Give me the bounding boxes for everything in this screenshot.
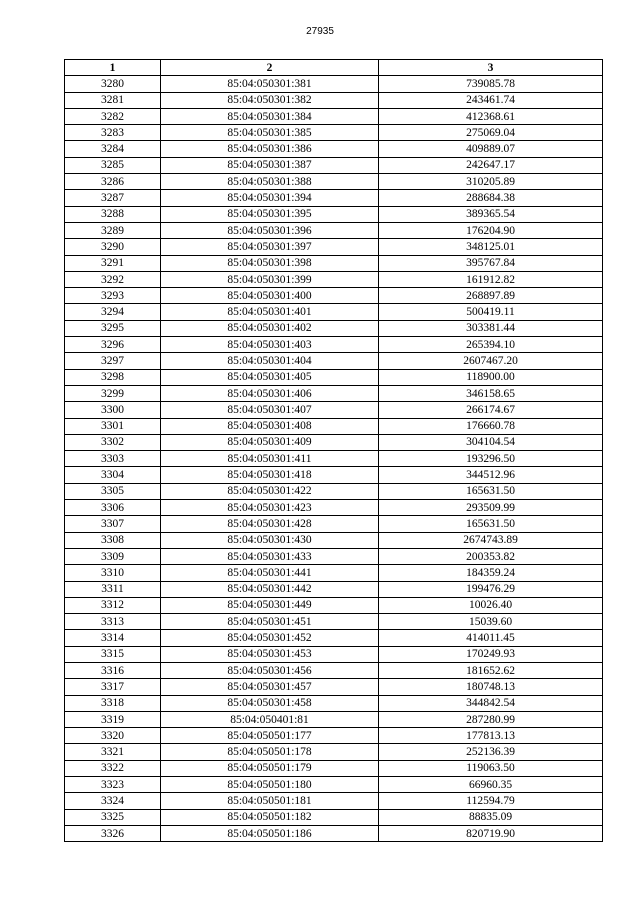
table-row (65, 157, 603, 173)
row-number-cell: 3309 (65, 548, 161, 564)
value-cell: 344512.96 (379, 467, 603, 483)
row-number-cell: 3303 (65, 451, 161, 467)
row-number-cell: 3281 (65, 92, 161, 108)
row-number-cell: 3321 (65, 744, 161, 760)
row-number-cell: 3288 (65, 206, 161, 222)
cadastral-number-cell: 85:04:050301:453 (161, 646, 379, 662)
row-number-cell: 3289 (65, 222, 161, 238)
row-number-cell: 3287 (65, 190, 161, 206)
value-cell: 15039.60 (379, 614, 603, 630)
table-row (65, 434, 603, 450)
cadastral-number-cell: 85:04:050301:428 (161, 516, 379, 532)
table-row (65, 288, 603, 304)
cadastral-number-cell: 85:04:050501:181 (161, 793, 379, 809)
value-cell: 66960.35 (379, 777, 603, 793)
row-number-cell: 3324 (65, 793, 161, 809)
value-cell: 184359.24 (379, 565, 603, 581)
table-header-row (65, 60, 603, 76)
value-cell: 2674743.89 (379, 532, 603, 548)
row-number-cell: 3296 (65, 337, 161, 353)
cadastral-number-cell: 85:04:050301:400 (161, 288, 379, 304)
row-number-cell: 3298 (65, 369, 161, 385)
table-row (65, 483, 603, 499)
value-cell: 243461.74 (379, 92, 603, 108)
cadastral-number-cell: 85:04:050301:405 (161, 369, 379, 385)
row-number-cell: 3315 (65, 646, 161, 662)
cadastral-number-cell: 85:04:050301:399 (161, 271, 379, 287)
row-number-cell: 3299 (65, 385, 161, 401)
table-row (65, 581, 603, 597)
value-cell: 389365.54 (379, 206, 603, 222)
row-number-cell: 3305 (65, 483, 161, 499)
cadastral-number-cell: 85:04:050301:384 (161, 108, 379, 124)
cadastral-number-cell: 85:04:050301:395 (161, 206, 379, 222)
cadastral-number-cell: 85:04:050301:388 (161, 174, 379, 190)
row-number-cell: 3323 (65, 777, 161, 793)
cadastral-number-cell: 85:04:050301:394 (161, 190, 379, 206)
row-number-cell: 3308 (65, 532, 161, 548)
value-cell: 346158.65 (379, 385, 603, 401)
table-row (65, 695, 603, 711)
table-row (65, 679, 603, 695)
value-cell: 170249.93 (379, 646, 603, 662)
table-row (65, 190, 603, 206)
value-cell: 293509.99 (379, 500, 603, 516)
value-cell: 287280.99 (379, 711, 603, 727)
table-row (65, 614, 603, 630)
table-row (65, 222, 603, 238)
value-cell: 112594.79 (379, 793, 603, 809)
row-number-cell: 3310 (65, 565, 161, 581)
row-number-cell: 3319 (65, 711, 161, 727)
cadastral-number-cell: 85:04:050301:385 (161, 125, 379, 141)
cadastral-number-cell: 85:04:050301:407 (161, 402, 379, 418)
table-row (65, 76, 603, 92)
value-cell: 88835.09 (379, 809, 603, 825)
value-cell: 409889.07 (379, 141, 603, 157)
table-body (65, 76, 603, 842)
cadastral-number-cell: 85:04:050301:402 (161, 320, 379, 336)
cadastral-number-cell: 85:04:050301:452 (161, 630, 379, 646)
table-row (65, 304, 603, 320)
page-number: 27935 (306, 26, 334, 37)
table-row (65, 206, 603, 222)
row-number-cell: 3297 (65, 353, 161, 369)
value-cell: 176204.90 (379, 222, 603, 238)
cadastral-number-cell: 85:04:050401:81 (161, 711, 379, 727)
cadastral-number-cell: 85:04:050301:418 (161, 467, 379, 483)
value-cell: 266174.67 (379, 402, 603, 418)
value-cell: 200353.82 (379, 548, 603, 564)
table-row (65, 451, 603, 467)
value-cell: 181652.62 (379, 662, 603, 678)
cadastral-number-cell: 85:04:050301:386 (161, 141, 379, 157)
value-cell: 193296.50 (379, 451, 603, 467)
table-row (65, 565, 603, 581)
row-number-cell: 3316 (65, 662, 161, 678)
row-number-cell: 3300 (65, 402, 161, 418)
table-row (65, 809, 603, 825)
row-number-cell: 3292 (65, 271, 161, 287)
table-row (65, 402, 603, 418)
value-cell: 268897.89 (379, 288, 603, 304)
table-row (65, 744, 603, 760)
value-cell: 412368.61 (379, 108, 603, 124)
table-row (65, 777, 603, 793)
row-number-cell: 3311 (65, 581, 161, 597)
value-cell: 304104.54 (379, 434, 603, 450)
cadastral-number-cell: 85:04:050301:422 (161, 483, 379, 499)
row-number-cell: 3317 (65, 679, 161, 695)
table-row (65, 255, 603, 271)
cadastral-number-cell: 85:04:050301:398 (161, 255, 379, 271)
value-cell: 275069.04 (379, 125, 603, 141)
row-number-cell: 3322 (65, 760, 161, 776)
cadastral-number-cell: 85:04:050301:401 (161, 304, 379, 320)
value-cell: 119063.50 (379, 760, 603, 776)
table-row (65, 516, 603, 532)
table-row (65, 662, 603, 678)
data-table (64, 59, 603, 842)
cadastral-number-cell: 85:04:050501:186 (161, 825, 379, 841)
value-cell: 500419.11 (379, 304, 603, 320)
table-row (65, 174, 603, 190)
table-row (65, 793, 603, 809)
column-header-1: 1 (65, 60, 161, 76)
row-number-cell: 3280 (65, 76, 161, 92)
table-row (65, 467, 603, 483)
value-cell: 161912.82 (379, 271, 603, 287)
row-number-cell: 3293 (65, 288, 161, 304)
table-row (65, 337, 603, 353)
row-number-cell: 3320 (65, 728, 161, 744)
row-number-cell: 3312 (65, 597, 161, 613)
row-number-cell: 3285 (65, 157, 161, 173)
table-row (65, 418, 603, 434)
row-number-cell: 3325 (65, 809, 161, 825)
row-number-cell: 3294 (65, 304, 161, 320)
value-cell: 199476.29 (379, 581, 603, 597)
cadastral-number-cell: 85:04:050301:430 (161, 532, 379, 548)
row-number-cell: 3284 (65, 141, 161, 157)
table-row (65, 92, 603, 108)
cadastral-number-cell: 85:04:050501:177 (161, 728, 379, 744)
value-cell: 820719.90 (379, 825, 603, 841)
value-cell: 165631.50 (379, 483, 603, 499)
cadastral-number-cell: 85:04:050301:457 (161, 679, 379, 695)
value-cell: 310205.89 (379, 174, 603, 190)
cadastral-number-cell: 85:04:050301:403 (161, 337, 379, 353)
cadastral-number-cell: 85:04:050301:451 (161, 614, 379, 630)
table-row (65, 141, 603, 157)
table-row (65, 239, 603, 255)
value-cell: 118900.00 (379, 369, 603, 385)
table-row (65, 108, 603, 124)
cadastral-number-cell: 85:04:050501:180 (161, 777, 379, 793)
row-number-cell: 3304 (65, 467, 161, 483)
table-row (65, 500, 603, 516)
cadastral-number-cell: 85:04:050301:423 (161, 500, 379, 516)
row-number-cell: 3318 (65, 695, 161, 711)
value-cell: 10026.40 (379, 597, 603, 613)
value-cell: 288684.38 (379, 190, 603, 206)
cadastral-number-cell: 85:04:050301:449 (161, 597, 379, 613)
value-cell: 265394.10 (379, 337, 603, 353)
cadastral-number-cell: 85:04:050301:382 (161, 92, 379, 108)
value-cell: 739085.78 (379, 76, 603, 92)
cadastral-number-cell: 85:04:050301:397 (161, 239, 379, 255)
table-row (65, 125, 603, 141)
row-number-cell: 3307 (65, 516, 161, 532)
value-cell: 348125.01 (379, 239, 603, 255)
row-number-cell: 3282 (65, 108, 161, 124)
cadastral-number-cell: 85:04:050501:179 (161, 760, 379, 776)
value-cell: 176660.78 (379, 418, 603, 434)
row-number-cell: 3295 (65, 320, 161, 336)
row-number-cell: 3291 (65, 255, 161, 271)
value-cell: 180748.13 (379, 679, 603, 695)
row-number-cell: 3313 (65, 614, 161, 630)
value-cell: 252136.39 (379, 744, 603, 760)
table-row (65, 385, 603, 401)
table-row (65, 760, 603, 776)
cadastral-number-cell: 85:04:050501:182 (161, 809, 379, 825)
value-cell: 303381.44 (379, 320, 603, 336)
table-row (65, 320, 603, 336)
row-number-cell: 3302 (65, 434, 161, 450)
cadastral-number-cell: 85:04:050301:456 (161, 662, 379, 678)
row-number-cell: 3286 (65, 174, 161, 190)
cadastral-number-cell: 85:04:050301:441 (161, 565, 379, 581)
cadastral-number-cell: 85:04:050301:396 (161, 222, 379, 238)
value-cell: 395767.84 (379, 255, 603, 271)
value-cell: 414011.45 (379, 630, 603, 646)
table-row (65, 646, 603, 662)
row-number-cell: 3314 (65, 630, 161, 646)
table-row (65, 728, 603, 744)
cadastral-number-cell: 85:04:050501:178 (161, 744, 379, 760)
value-cell: 242647.17 (379, 157, 603, 173)
table-row (65, 353, 603, 369)
column-header-3: 3 (379, 60, 603, 76)
table-row (65, 548, 603, 564)
table-row (65, 711, 603, 727)
cadastral-number-cell: 85:04:050301:387 (161, 157, 379, 173)
cadastral-number-cell: 85:04:050301:442 (161, 581, 379, 597)
value-cell: 177813.13 (379, 728, 603, 744)
cadastral-number-cell: 85:04:050301:404 (161, 353, 379, 369)
cadastral-number-cell: 85:04:050301:381 (161, 76, 379, 92)
table-row (65, 597, 603, 613)
row-number-cell: 3326 (65, 825, 161, 841)
cadastral-number-cell: 85:04:050301:411 (161, 451, 379, 467)
table-row (65, 825, 603, 841)
value-cell: 165631.50 (379, 516, 603, 532)
cadastral-number-cell: 85:04:050301:406 (161, 385, 379, 401)
row-number-cell: 3290 (65, 239, 161, 255)
value-cell: 344842.54 (379, 695, 603, 711)
value-cell: 2607467.20 (379, 353, 603, 369)
row-number-cell: 3306 (65, 500, 161, 516)
table-row (65, 271, 603, 287)
cadastral-number-cell: 85:04:050301:433 (161, 548, 379, 564)
cadastral-number-cell: 85:04:050301:409 (161, 434, 379, 450)
table-row (65, 630, 603, 646)
table-row (65, 369, 603, 385)
row-number-cell: 3301 (65, 418, 161, 434)
row-number-cell: 3283 (65, 125, 161, 141)
cadastral-number-cell: 85:04:050301:408 (161, 418, 379, 434)
table-row (65, 532, 603, 548)
column-header-2: 2 (161, 60, 379, 76)
cadastral-number-cell: 85:04:050301:458 (161, 695, 379, 711)
